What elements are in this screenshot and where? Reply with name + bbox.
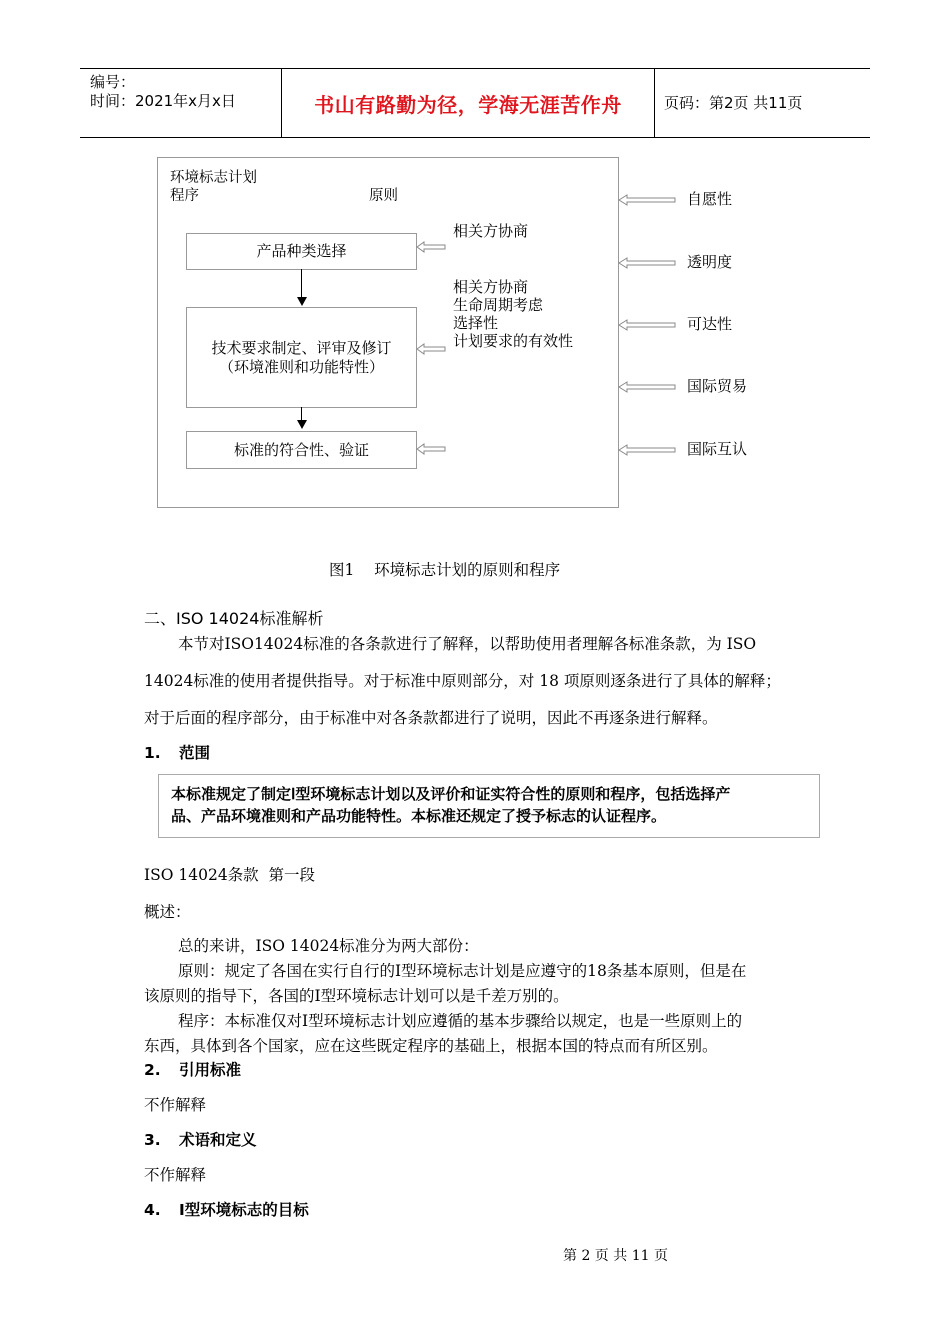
clause-reference: ISO 14024条款 第一段 <box>144 866 316 884</box>
hollow-arrow-left-icon <box>415 342 447 356</box>
body-paragraph-line: 总的来讲，ISO 14024标准分为两大部份： <box>178 937 479 955</box>
page-footer: 第 2 页 共 11 页 <box>563 1248 668 1264</box>
principle-label-accessibility: 可达性 <box>687 315 733 333</box>
hollow-arrow-left-icon <box>415 442 447 456</box>
column-principle-label: 原则 <box>369 188 398 204</box>
arrow-down-icon <box>297 297 307 306</box>
principle-label-trade: 国际贸易 <box>687 377 748 395</box>
flow-connector <box>301 407 302 421</box>
overview-label: 概述： <box>144 903 191 921</box>
body-paragraph-line: 对于后面的程序部分，由于标准中对各条款都进行了说明，因此不再逐条进行解释。 <box>144 709 718 727</box>
item-body: 不作解释 <box>144 1166 207 1184</box>
scope-quote-line: 本标准规定了制定Ⅰ型环境标志计划以及评价和证实符合性的原则和程序，包括选择产 <box>171 785 731 803</box>
diagram-title: 环境标志计划 <box>170 170 257 186</box>
procedure-box-requirements <box>186 307 417 408</box>
scope-quote-line: 品、产品环境准则和产品功能特性。本标准还规定了授予标志的认证程序。 <box>171 807 667 825</box>
hollow-arrow-left-icon <box>617 193 677 207</box>
procedure-box-sublabel: （环境准则和功能特性） <box>218 357 384 376</box>
principle-procedure-diagram <box>157 157 619 508</box>
item-number: 1. <box>144 744 161 762</box>
header-motto-cell <box>282 69 655 137</box>
body-paragraph-line: 14024标准的使用者提供指导。对于标准中原则部分，对 18 项原则逐条进行了具体的解释； <box>144 672 781 690</box>
figure-caption: 图1 环境标志计划的原则和程序 <box>329 561 561 579</box>
number-label: 编号： <box>90 73 136 91</box>
hollow-arrow-left-icon <box>617 380 677 394</box>
motto: 书山有路勤为径，学海无涯苦作舟 <box>314 92 622 117</box>
arrow-down-icon <box>297 420 307 429</box>
section-heading: 二、ISO 14024标准解析 <box>144 609 324 628</box>
scope-quote-text <box>171 783 730 827</box>
item-number: 4. <box>144 1201 161 1219</box>
procedure-box-label: 产品种类选择 <box>256 242 347 260</box>
body-paragraph-line: 本节对ISO14024标准的各条款进行了解释，以帮助使用者理解各标准条款，为 ISO <box>178 635 757 653</box>
body-paragraph-line: 东西，具体到各个国家，应在这些既定程序的基础上，根据本国的特点而有所区别。 <box>144 1037 718 1055</box>
hollow-arrow-left-icon <box>617 318 677 332</box>
hollow-arrow-left-icon <box>617 256 677 270</box>
procedure-box-conformity <box>186 431 417 469</box>
procedure-box-product-selection <box>186 233 417 270</box>
column-procedure-label: 程序 <box>170 188 199 204</box>
header-left-cell <box>80 69 282 137</box>
procedure-box-label: 标准的符合性、验证 <box>233 440 369 459</box>
principle-notes-group <box>453 278 573 350</box>
header-page-cell <box>655 69 870 137</box>
principle-note: 生命周期考虑 <box>453 296 544 314</box>
item-title: 引用标准 <box>179 1061 242 1079</box>
principle-note: 计划要求的有效性 <box>453 332 574 350</box>
item-title: 术语和定义 <box>179 1131 257 1149</box>
page-info: 页码：第2页 共11页 <box>664 94 803 112</box>
item-title: 范围 <box>179 744 211 762</box>
item-number: 3. <box>144 1131 161 1149</box>
scope-quote-box <box>158 774 820 838</box>
hollow-arrow-left-icon <box>415 240 447 254</box>
principle-note: 相关方协商 <box>453 278 529 296</box>
principle-note: 选择性 <box>453 314 499 332</box>
page-header <box>80 68 870 138</box>
body-paragraph-line: 该原则的指导下，各国的Ⅰ型环境标志计划可以是千差万别的。 <box>144 987 569 1005</box>
flow-connector <box>301 269 302 297</box>
item-title: Ⅰ型环境标志的目标 <box>179 1201 309 1219</box>
procedure-box-label: 技术要求制定、评审及修订 <box>211 338 392 357</box>
item-body: 不作解释 <box>144 1096 207 1114</box>
principle-note: 相关方协商 <box>453 222 529 240</box>
time-label: 时间：2021年x月x日 <box>90 92 236 110</box>
principle-label-voluntary: 自愿性 <box>687 190 733 208</box>
item-number: 2. <box>144 1061 161 1079</box>
hollow-arrow-left-icon <box>617 443 677 457</box>
principle-label-mutual-recognition: 国际互认 <box>687 440 748 458</box>
body-paragraph-line: 原则：规定了各国在实行自行的Ⅰ型环境标志计划是应遵守的18条基本原则，但是在 <box>178 962 747 980</box>
principle-label-transparency: 透明度 <box>687 253 733 271</box>
body-paragraph-line: 程序：本标准仅对Ⅰ型环境标志计划应遵循的基本步骤给以规定，也是一些原则上的 <box>178 1012 743 1030</box>
